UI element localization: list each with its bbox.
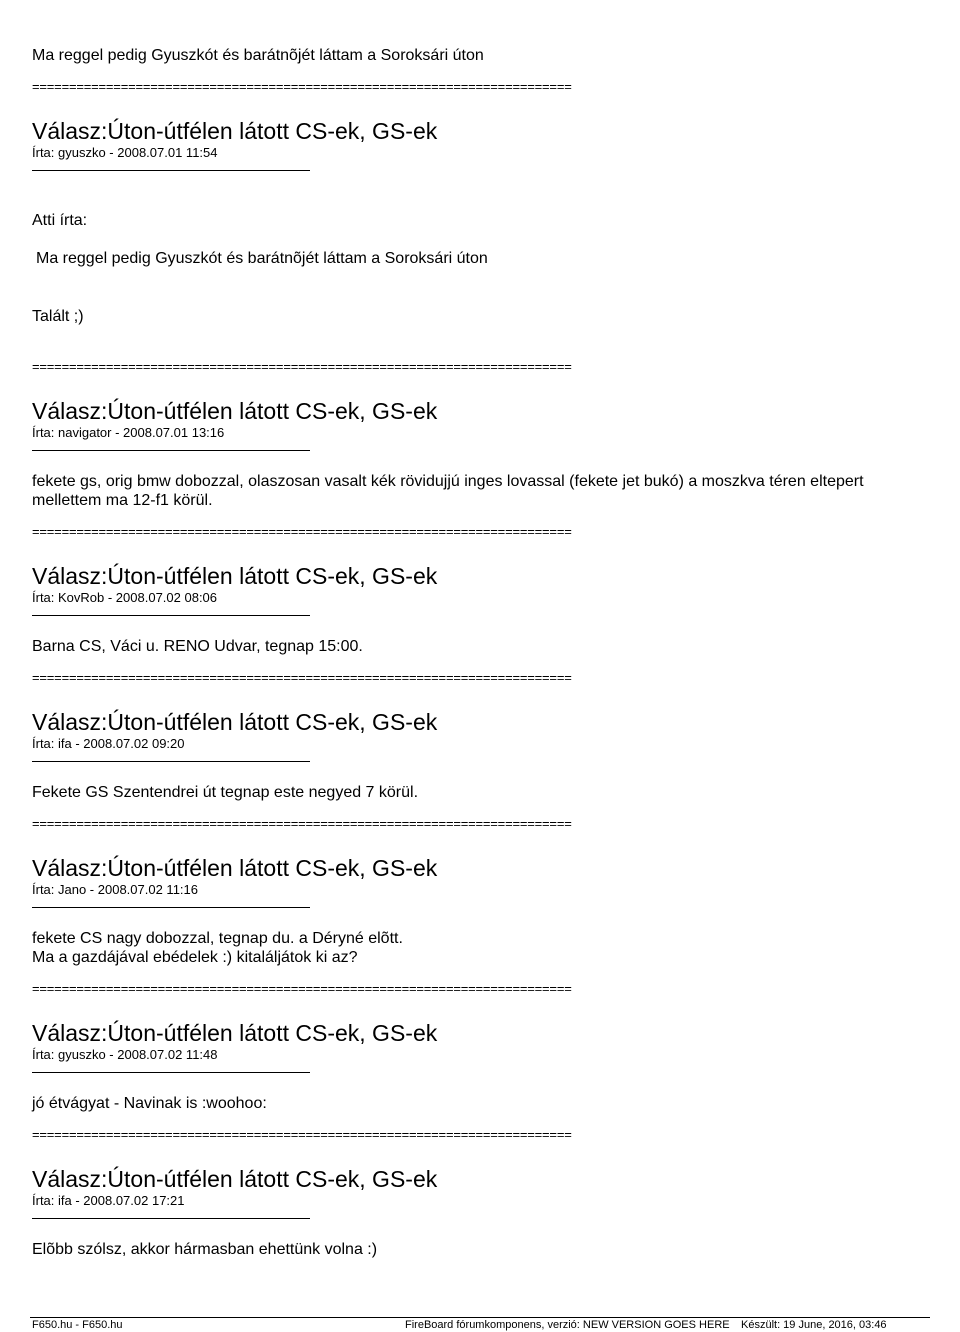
forum-post [32,563,932,656]
post-body: fekete CS nagy dobozzal, tegnap du. a Déryné elõtt. Ma a gazdájával ebédelek :) kitaláljátok ki az? [32,930,403,966]
post-title: Válasz:Úton-útfélen látott CS-ek, GS-ek [32,855,438,881]
post-meta: Írta: gyuszko - 2008.07.02 11:48 [32,1047,218,1062]
meta-divider [32,761,310,762]
separator: ========================================================================= [32,359,572,374]
post-body [32,192,932,345]
meta-divider [32,170,310,171]
forum-post [32,398,932,510]
post-body: Fekete GS Szentendrei út tegnap este negyed 7 körül. [32,784,419,801]
post-meta: Írta: ifa - 2008.07.02 17:21 [32,1193,185,1208]
post-body: Elõbb szólsz, akkor hármasban ehettünk volna :) [32,1241,378,1258]
post-meta: Írta: ifa - 2008.07.02 09:20 [32,736,185,751]
post-meta: Írta: Jano - 2008.07.02 11:16 [32,882,198,897]
forum-post [32,1166,932,1259]
footer-component: FireBoard fórumkomponens, verzió: NEW VERSION GOES HERE [405,1319,730,1331]
separator: ========================================================================= [32,981,572,996]
footer-site: F650.hu - F650.hu [32,1319,123,1331]
post-meta: Írta: navigator - 2008.07.01 13:16 [32,425,225,440]
separator: ========================================================================= [32,816,572,831]
post-title: Válasz:Úton-útfélen látott CS-ek, GS-ek [32,1166,438,1192]
meta-divider [32,450,310,451]
quote-author: Atti írta: [32,212,88,229]
forum-post [32,855,932,967]
post-body: jó étvágyat - Navinak is :woohoo: [32,1095,267,1112]
meta-divider [32,1072,310,1073]
post-title: Válasz:Úton-útfélen látott CS-ek, GS-ek [32,1020,438,1046]
meta-divider [32,615,310,616]
post-title: Válasz:Úton-útfélen látott CS-ek, GS-ek [32,563,438,589]
post-body: Barna CS, Váci u. RENO Udvar, tegnap 15:00. [32,638,363,655]
post-body: fekete gs, orig bmw dobozzal, olaszosan vasalt kék rövidujjú inges lovassal (fekete jet bukó) a moszkva téren eltepert mellettem ma 12-f1 körül. [32,473,864,509]
forum-thread [32,46,932,1259]
footer-generated: Készült: 19 June, 2016, 03:46 [741,1319,887,1331]
post-title: Válasz:Úton-útfélen látott CS-ek, GS-ek [32,118,438,144]
post-title: Válasz:Úton-útfélen látott CS-ek, GS-ek [32,398,438,424]
post-meta: Írta: gyuszko - 2008.07.01 11:54 [32,145,218,160]
post-meta: Írta: KovRob - 2008.07.02 08:06 [32,590,218,605]
separator: ========================================================================= [32,524,572,539]
forum-post [32,709,932,802]
separator: ========================================================================= [32,1127,572,1142]
meta-divider [32,907,310,908]
footer-rule [30,1317,930,1318]
meta-divider [32,1218,310,1219]
post-title: Válasz:Úton-útfélen látott CS-ek, GS-ek [32,709,438,735]
forum-post [32,118,932,345]
intro-text: Ma reggel pedig Gyuszkót és barátnõjét láttam a Soroksári úton [32,47,484,64]
separator: ========================================================================= [32,79,572,94]
separator: ========================================================================= [32,670,572,685]
quote-text: Ma reggel pedig Gyuszkót és barátnõjét láttam a Soroksári úton [36,250,488,267]
page-footer [0,1312,960,1332]
forum-post [32,1020,932,1113]
post-text: Talált ;) [32,308,84,325]
